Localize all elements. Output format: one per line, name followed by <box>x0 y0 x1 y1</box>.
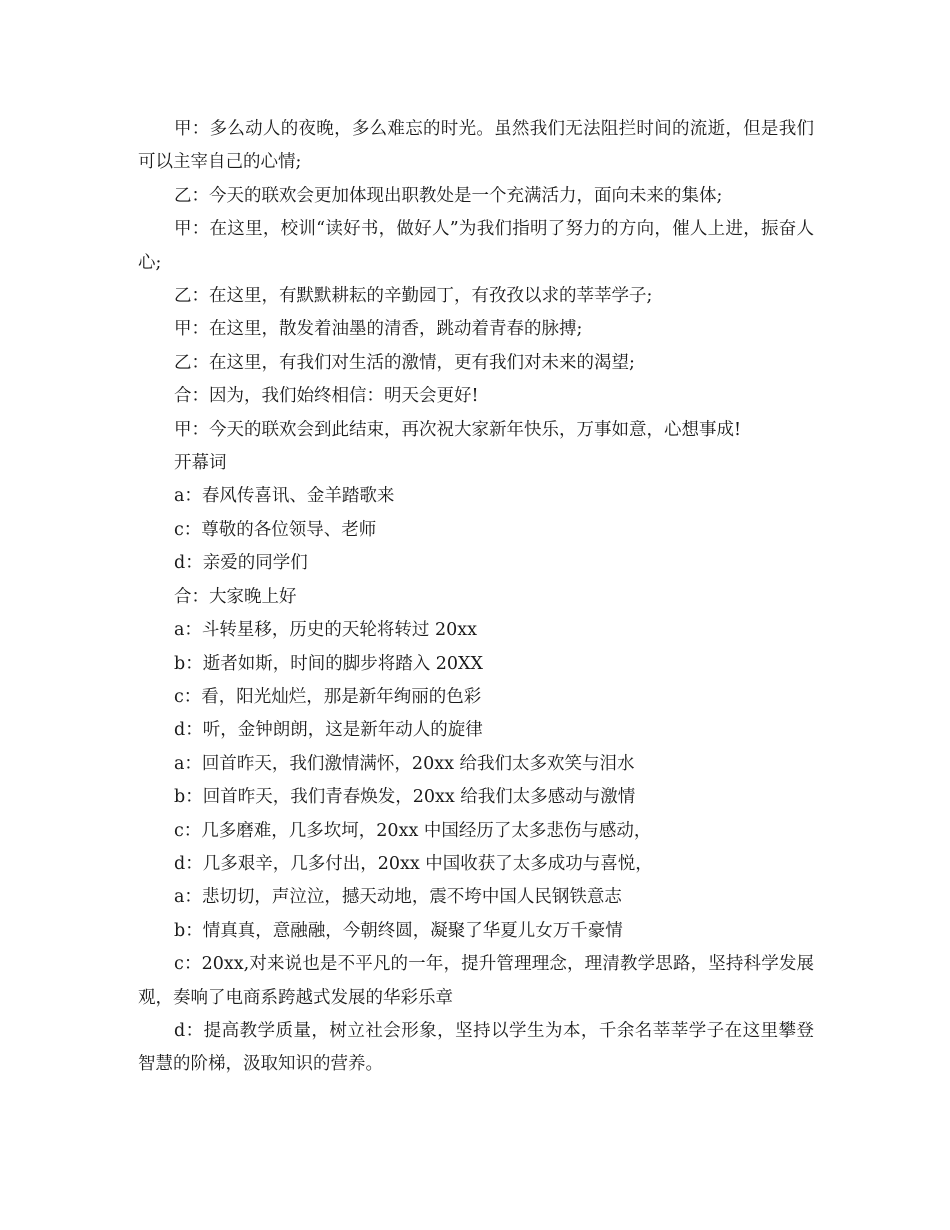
paragraph: c：尊敬的各位领导、老师 <box>174 519 377 540</box>
paragraph: c：20xx,对来说也是不平凡的一年，提升管理理念，理清教学思路，坚持科学发展观，奏响了电商系跨越式发展的华彩乐章 <box>138 954 814 1008</box>
paragraph: a：回首昨天，我们激情满怀，20xx 给我们太多欢笑与泪水 <box>174 753 635 774</box>
paragraph: b：逝者如斯，时间的脚步将踏入 20XX <box>174 653 483 674</box>
paragraph: 乙：在这里，有我们对生活的激情，更有我们对未来的渴望; <box>174 352 635 373</box>
paragraph: a：斗转星移，历史的天轮将转过 20xx <box>174 620 478 641</box>
section-heading: 开幕词 <box>174 453 227 474</box>
document-body <box>138 113 814 1082</box>
paragraph: 合：大家晚上好 <box>174 586 297 607</box>
paragraph: b：情真真，意融融，今朝终圆，凝聚了华夏儿女万千豪情 <box>174 920 623 941</box>
paragraph: d：亲爱的同学们 <box>174 553 308 574</box>
paragraph: c：几多磨难，几多坎坷，20xx 中国经历了太多悲伤与感动， <box>174 820 652 841</box>
paragraph: a：春风传喜讯、金羊踏歌来 <box>174 486 395 507</box>
paragraph: 甲：今天的联欢会到此结束，再次祝大家新年快乐，万事如意，心想事成! <box>174 419 742 440</box>
paragraph: 乙：今天的联欢会更加体现出职教处是一个充满活力，面向未来的集体; <box>174 185 723 206</box>
paragraph: 乙：在这里，有默默耕耘的辛勤园丁，有孜孜以求的莘莘学子; <box>174 286 653 307</box>
paragraph: 甲：在这里，散发着油墨的清香，跳动着青春的脉搏; <box>174 319 583 340</box>
paragraph: d：听，金钟朗朗，这是新年动人的旋律 <box>174 720 483 741</box>
paragraph: c：看，阳光灿烂，那是新年绚丽的色彩 <box>174 686 482 707</box>
paragraph: d：几多艰辛，几多付出，20xx 中国收获了太多成功与喜悦， <box>174 853 653 874</box>
paragraph: b：回首昨天，我们青春焕发，20xx 给我们太多感动与激情 <box>174 787 636 808</box>
paragraph: 甲：在这里，校训“读好书，做好人”为我们指明了努力的方向，催人上进，振奋人心; <box>138 219 814 273</box>
paragraph: a：悲切切，声泣泣，撼天动地，震不垮中国人民钢铁意志 <box>174 887 622 908</box>
paragraph: d：提高教学质量，树立社会形象，坚持以学生为本，千余名莘莘学子在这里攀登智慧的阶梯，汲取知识的营养。 <box>138 1020 814 1075</box>
paragraph: 甲：多么动人的夜晚，多么难忘的时光。虽然我们无法阻拦时间的流逝，但是我们可以主宰自己的心情; <box>138 119 814 173</box>
paragraph: 合：因为，我们始终相信：明天会更好! <box>174 386 479 407</box>
